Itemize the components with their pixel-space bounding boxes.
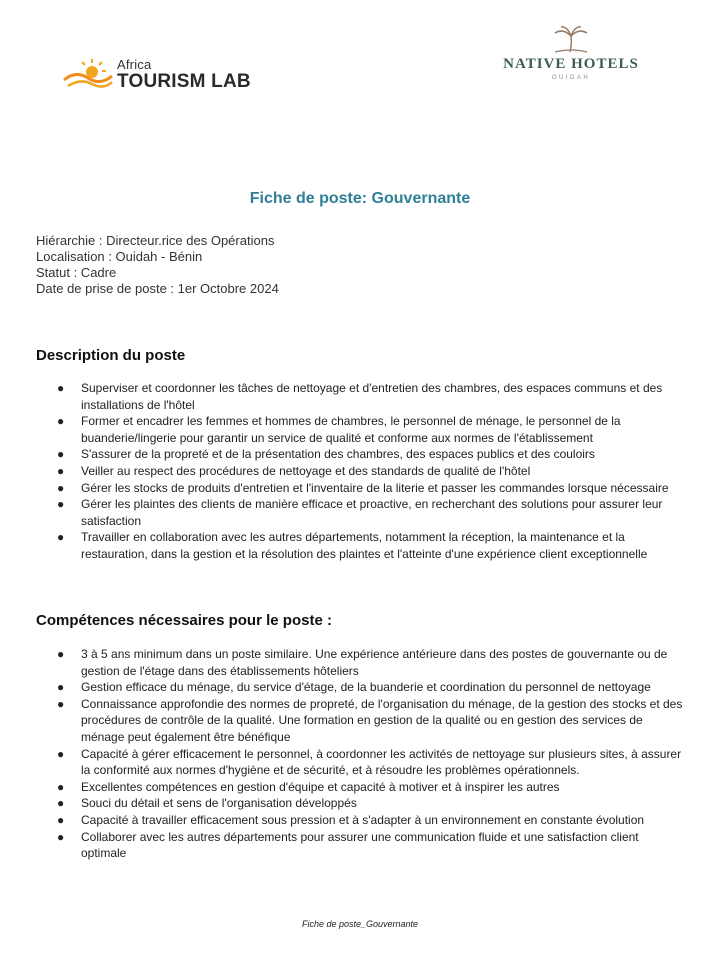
list-item-text: Collaborer avec les autres départements pour assurer une communication fluide et une satisfaction client optimale	[81, 829, 639, 861]
skills-list	[36, 646, 686, 862]
logo-line-africa: Africa	[117, 57, 152, 72]
native-hotels-name: NATIVE HOTELS	[503, 56, 639, 72]
job-meta	[36, 233, 279, 297]
list-item-text: Connaissance approfondie des normes de propreté, de l'organisation du ménage, de la gestion des stocks et des procédures de contrôle de la qualité. Une formation en gestion de la qualité ou en gestion des services de ménage peut également être bénéfique	[81, 696, 683, 744]
list-item-text: Capacité à gérer efficacement le personnel, à coordonner les activités de nettoyage sur plusieurs sites, à assurer la conformité aux normes d'hygiène et de sécurité, et à résoudre les problèmes opérationnels.	[81, 746, 682, 778]
list-item-text: Capacité à travailler efficacement sous pression et à s'adapter à un environnement en constante évolution	[81, 812, 645, 827]
list-item-text: Excellentes compétences en gestion d'équipe et capacité à motiver et à inspirer les autres	[81, 779, 560, 794]
list-item: ● Gestion efficace du ménage, du service d'étage, de la buanderie et coordination du personnel de nettoyage	[57, 680, 651, 695]
list-item: ● Veiller au respect des procédures de nettoyage et des standards de qualité de l'hôtel	[57, 463, 531, 478]
list-item-text: Gérer les stocks de produits d'entretien et l'inventaire de la literie et passer les commandes lorsque nécessaire	[81, 480, 669, 495]
list-item: ● Travailler en collaboration avec les autres départements, notamment la réception, la maintenance et la restauration, dans la gestion et la résolution des plaintes et l'atteinte d'une expérience client exceptionnelle	[57, 530, 648, 561]
page-footer: Fiche de poste_Gouvernante	[301, 919, 419, 929]
africa-tourism-lab-logo	[62, 52, 252, 96]
list-item: ● Connaissance approfondie des normes de propreté, de l'organisation du ménage, de la gestion des stocks et des procédures de contrôle de la qualité. Une formation en gestion de la qualité ou en gestion des services de ménage peut également être bénéfique	[57, 696, 683, 744]
list-item: ● Former et encadrer les femmes et hommes de chambres, le personnel de ménage, le personnel de la buanderie/lingerie pour garantir un service de qualité et conforme aux normes de l'établissement	[57, 414, 621, 445]
list-item-text: Veiller au respect des procédures de nettoyage et des standards de qualité de l'hôtel	[81, 463, 531, 478]
meta-location: Localisation : Ouidah - Bénin	[36, 249, 203, 264]
meta-hierarchy: Hiérarchie : Directeur.rice des Opérations	[36, 233, 275, 248]
description-list	[36, 380, 686, 563]
list-item: ● 3 à 5 ans minimum dans un poste similaire. Une expérience antérieure dans des postes de gouvernante ou de gestion de l'étage dans des établissements hôteliers	[57, 647, 668, 678]
list-item-text: Travailler en collaboration avec les autres départements, notamment la réception, la maintenance et la restauration, dans la gestion et la résolution des plaintes et l'atteinte d'une expérience client exceptionnelle	[81, 530, 648, 561]
description-heading: Description du poste	[36, 347, 186, 364]
list-item: ● Souci du détail et sens de l'organisation développés	[57, 796, 357, 811]
list-item-text: Souci du détail et sens de l'organisation développés	[81, 796, 357, 811]
list-item-text: Former et encadrer les femmes et hommes de chambres, le personnel de ménage, le personnel de la buanderie/lingerie pour garantir un service de qualité et conforme aux normes de l'établissement	[81, 414, 621, 445]
logo-line-tourism-lab: TOURISM LAB	[117, 71, 251, 92]
list-item: ● Superviser et coordonner les tâches de nettoyage et d'entretien des chambres, des espaces communs et des installations de l'hôtel	[57, 381, 663, 412]
list-item: ● Gérer les stocks de produits d'entretien et l'inventaire de la literie et passer les commandes lorsque nécessaire	[57, 480, 669, 495]
list-item: ● Excellentes compétences en gestion d'équipe et capacité à motiver et à inspirer les autres	[57, 779, 560, 794]
list-item-text: Gérer les plaintes des clients de manière efficace et proactive, en recherchant des solutions pour assurer leur satisfaction	[81, 497, 663, 528]
list-item-text: S'assurer de la propreté et de la présentation des chambres, des espaces publics et des couloirs	[81, 447, 595, 462]
meta-start-date: Date de prise de poste : 1er Octobre 2024	[36, 281, 279, 296]
list-item: ● S'assurer de la propreté et de la présentation des chambres, des espaces publics et des couloirs	[57, 447, 595, 462]
native-hotels-logo	[496, 24, 646, 100]
list-item-text: 3 à 5 ans minimum dans un poste similaire. Une expérience antérieure dans des postes de gouvernante ou de gestion de l'étage dans des établissements hôteliers	[81, 647, 668, 678]
list-item: ● Capacité à travailler efficacement sous pression et à s'adapter à un environnement en constante évolution	[57, 812, 645, 827]
list-item: ● Capacité à gérer efficacement le personnel, à coordonner les activités de nettoyage sur plusieurs sites, à assurer la conformité aux normes d'hygiène et de sécurité, et à résoudre les problèmes opérationnels.	[57, 746, 682, 778]
list-item: ● Collaborer avec les autres départements pour assurer une communication fluide et une satisfaction client optimale	[57, 829, 639, 861]
native-hotels-location: OUIDAH	[551, 75, 591, 81]
list-item: ● Gérer les plaintes des clients de manière efficace et proactive, en recherchant des solutions pour assurer leur satisfaction	[57, 497, 663, 528]
sun-wave-icon	[62, 58, 114, 92]
palm-tree-icon	[551, 24, 591, 54]
document-title: Fiche de poste: Gouvernante	[249, 190, 471, 207]
list-item-text: Gestion efficace du ménage, du service d'étage, de la buanderie et coordination du personnel de nettoyage	[81, 680, 651, 695]
list-item-text: Superviser et coordonner les tâches de nettoyage et d'entretien des chambres, des espaces communs et des installations de l'hôtel	[81, 381, 663, 412]
meta-status: Statut : Cadre	[36, 265, 117, 280]
skills-heading: Compétences nécessaires pour le poste :	[36, 612, 332, 629]
